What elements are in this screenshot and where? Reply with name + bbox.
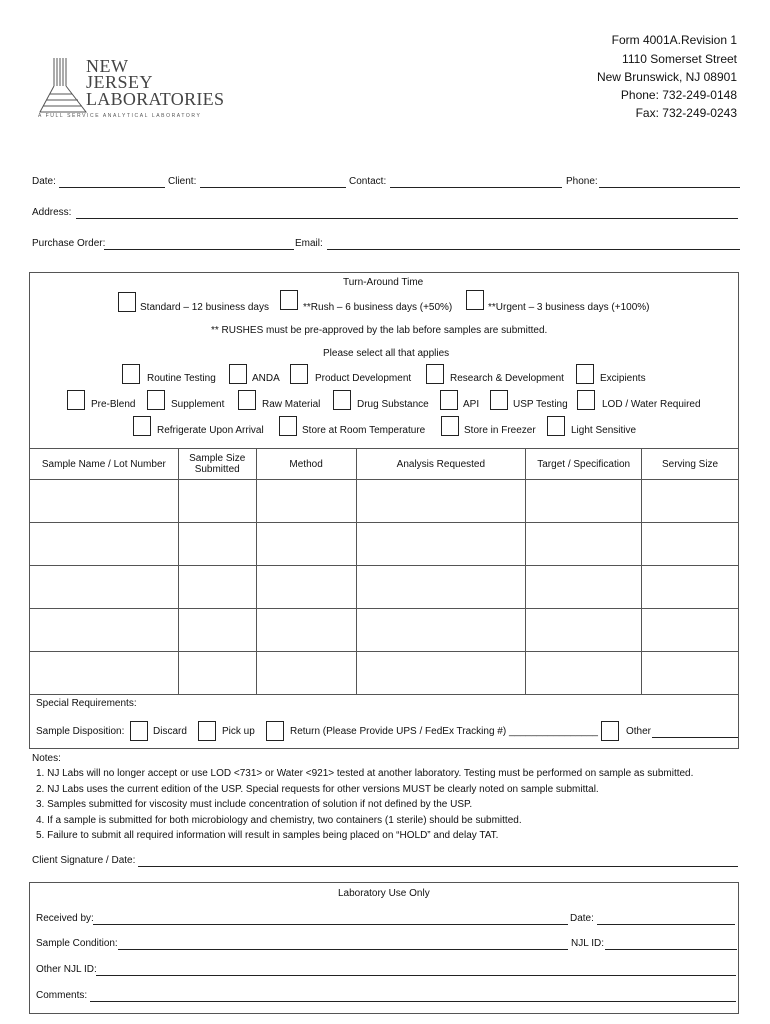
table-cell[interactable] — [356, 523, 526, 566]
urgent-checkbox[interactable] — [466, 290, 484, 310]
product-dev-checkbox[interactable] — [290, 364, 308, 384]
supplement-label: Supplement — [171, 399, 225, 410]
njl-id-label: NJL ID: — [571, 938, 604, 949]
note-1: 1. NJ Labs will no longer accept or use LOD <731> or Water <921> tested at another laboratory. Testing must be performed on sample as submitted. — [36, 768, 694, 779]
table-cell[interactable] — [642, 609, 739, 652]
signature-field[interactable] — [138, 866, 738, 867]
product-dev-label: Product Development — [315, 373, 412, 384]
po-field[interactable] — [104, 249, 294, 250]
discard-label: Discard — [153, 726, 187, 737]
other-njl-id-field[interactable] — [96, 975, 736, 976]
table-cell[interactable] — [642, 523, 739, 566]
light-sensitive-checkbox[interactable] — [547, 416, 565, 436]
table-row[interactable] — [30, 523, 739, 566]
lod-checkbox[interactable] — [577, 390, 595, 410]
address-field[interactable] — [76, 218, 738, 219]
col-sample-size-line2: Submitted — [194, 464, 240, 475]
date-received-field[interactable] — [597, 924, 735, 925]
freezer-checkbox[interactable] — [441, 416, 459, 436]
signature-label: Client Signature / Date: — [32, 855, 136, 866]
col-target: Target / Specification — [526, 449, 642, 480]
address-city: New Brunswick, NJ 08901 — [596, 70, 737, 84]
usp-checkbox[interactable] — [490, 390, 508, 410]
usp-label: USP Testing — [513, 399, 568, 410]
excipients-label: Excipients — [600, 373, 646, 384]
return-label: Return (Please Provide UPS / FedEx Tracking #) ________________ — [290, 726, 598, 737]
table-cell[interactable] — [30, 480, 179, 523]
address-street: 1110 Somerset Street — [622, 52, 737, 66]
table-cell[interactable] — [356, 480, 526, 523]
table-cell[interactable] — [642, 566, 739, 609]
sample-table — [29, 448, 739, 695]
drug-substance-checkbox[interactable] — [333, 390, 351, 410]
api-checkbox[interactable] — [440, 390, 458, 410]
lab-use-box — [29, 882, 739, 1014]
email-label: Email: — [295, 238, 323, 249]
table-cell[interactable] — [256, 480, 356, 523]
table-row[interactable] — [30, 566, 739, 609]
research-checkbox[interactable] — [426, 364, 444, 384]
note-2: 2. NJ Labs uses the current edition of the USP. Special requests for other versions MUST be clearly noted on sample submittal. — [36, 784, 599, 795]
table-row[interactable] — [30, 652, 739, 695]
njl-id-field[interactable] — [605, 949, 737, 950]
table-cell[interactable] — [30, 523, 179, 566]
company-logo — [38, 56, 225, 122]
col-serving: Serving Size — [642, 449, 739, 480]
client-label: Client: — [168, 176, 197, 187]
preblend-checkbox[interactable] — [67, 390, 85, 410]
table-cell[interactable] — [256, 523, 356, 566]
table-cell[interactable] — [526, 523, 642, 566]
raw-material-label: Raw Material — [262, 399, 321, 410]
table-cell[interactable] — [30, 566, 179, 609]
standard-label: Standard – 12 business days — [140, 302, 269, 313]
table-cell[interactable] — [178, 480, 256, 523]
comments-label: Comments: — [36, 990, 88, 1001]
pickup-checkbox[interactable] — [198, 721, 216, 741]
discard-checkbox[interactable] — [130, 721, 148, 741]
rush-note: ** RUSHES must be pre-approved by the lab before samples are submitted. — [211, 325, 548, 336]
return-checkbox[interactable] — [266, 721, 284, 741]
preblend-label: Pre-Blend — [91, 399, 136, 410]
phone-number: Phone: 732-249-0148 — [620, 88, 737, 102]
table-cell[interactable] — [256, 566, 356, 609]
date-field[interactable] — [59, 187, 165, 188]
table-row[interactable] — [30, 480, 739, 523]
table-cell[interactable] — [642, 652, 739, 695]
table-cell[interactable] — [256, 652, 356, 695]
routine-checkbox[interactable] — [122, 364, 140, 384]
logo-text-new: NEW — [86, 56, 129, 76]
anda-checkbox[interactable] — [229, 364, 247, 384]
light-sensitive-label: Light Sensitive — [571, 425, 637, 436]
anda-label: ANDA — [252, 373, 280, 384]
table-header-row — [30, 449, 739, 480]
table-cell[interactable] — [356, 566, 526, 609]
lod-label: LOD / Water Required — [602, 399, 701, 410]
table-cell[interactable] — [356, 609, 526, 652]
standard-checkbox[interactable] — [118, 292, 136, 312]
col-sample-size — [178, 449, 256, 480]
table-cell[interactable] — [526, 652, 642, 695]
table-cell[interactable] — [256, 609, 356, 652]
research-label: Research & Development — [450, 373, 564, 384]
other-checkbox[interactable] — [601, 721, 619, 741]
received-field[interactable] — [93, 924, 568, 925]
other-label: Other — [626, 726, 652, 737]
pickup-label: Pick up — [222, 726, 255, 737]
table-cell[interactable] — [356, 652, 526, 695]
table-cell[interactable] — [526, 566, 642, 609]
table-row[interactable] — [30, 609, 739, 652]
date-received-label: Date: — [570, 913, 594, 924]
refrigerate-label: Refrigerate Upon Arrival — [157, 425, 264, 436]
notes-title: Notes: — [32, 753, 61, 764]
refrigerate-checkbox[interactable] — [133, 416, 151, 436]
raw-material-checkbox[interactable] — [238, 390, 256, 410]
date-label: Date: — [32, 176, 56, 187]
rush-label: **Rush – 6 business days (+50%) — [303, 302, 453, 313]
note-4: 4. If a sample is submitted for both microbiology and chemistry, two containers (1 sterile) should be submitted. — [36, 815, 522, 826]
freezer-label: Store in Freezer — [464, 425, 536, 436]
table-cell[interactable] — [526, 480, 642, 523]
col-sample-name: Sample Name / Lot Number — [30, 449, 179, 480]
phone-field[interactable] — [599, 187, 740, 188]
col-sample-size-line1: Sample Size — [189, 453, 246, 464]
logo-flask-icon — [38, 56, 88, 114]
table-cell[interactable] — [526, 609, 642, 652]
logo-tagline: A FULL SERVICE ANALYTICAL LABORATORY — [38, 113, 202, 119]
condition-field[interactable] — [118, 949, 568, 950]
contact-label: Contact: — [349, 176, 387, 187]
table-cell[interactable] — [178, 566, 256, 609]
excipients-checkbox[interactable] — [576, 364, 594, 384]
note-5: 5. Failure to submit all required information will result in samples being placed on “HOLD” and delay TAT. — [36, 830, 499, 841]
table-cell[interactable] — [642, 480, 739, 523]
applies-title: Please select all that applies — [323, 348, 450, 359]
disposition-label: Sample Disposition: — [36, 726, 125, 737]
condition-label: Sample Condition: — [36, 938, 118, 949]
received-label: Received by: — [36, 913, 94, 924]
email-field[interactable] — [327, 249, 740, 250]
form-number: Form 4001A.Revision 1 — [611, 33, 737, 47]
rush-checkbox[interactable] — [280, 290, 298, 310]
logo-text-laboratories: LABORATORIES — [86, 89, 225, 109]
fax-number: Fax: 732-249-0243 — [635, 106, 737, 120]
table-cell[interactable] — [178, 652, 256, 695]
supplement-checkbox[interactable] — [147, 390, 165, 410]
note-3: 3. Samples submitted for viscosity must include concentration of solution if not defined by the USP. — [36, 799, 473, 810]
other-field[interactable] — [652, 737, 738, 738]
contact-field[interactable] — [390, 187, 562, 188]
turnaround-title: Turn-Around Time — [343, 277, 424, 288]
table-cell[interactable] — [30, 652, 179, 695]
address-label: Address: — [32, 207, 72, 218]
drug-substance-label: Drug Substance — [357, 399, 429, 410]
urgent-label: **Urgent – 3 business days (+100%) — [488, 302, 650, 313]
logo-text-jersey: JERSEY — [86, 72, 154, 92]
routine-label: Routine Testing — [147, 373, 216, 384]
special-requirements-label: Special Requirements: — [36, 698, 137, 709]
col-method: Method — [256, 449, 356, 480]
table-cell[interactable] — [178, 609, 256, 652]
table-cell[interactable] — [30, 609, 179, 652]
comments-field[interactable] — [90, 1001, 736, 1002]
other-njl-id-label: Other NJL ID: — [36, 964, 97, 975]
api-label: API — [463, 399, 480, 410]
po-label: Purchase Order: — [32, 238, 106, 249]
phone-label: Phone: — [566, 176, 598, 187]
room-temp-checkbox[interactable] — [279, 416, 297, 436]
lab-use-title: Laboratory Use Only — [338, 888, 430, 899]
table-cell[interactable] — [178, 523, 256, 566]
room-temp-label: Store at Room Temperature — [302, 425, 426, 436]
client-field[interactable] — [200, 187, 346, 188]
col-analysis: Analysis Requested — [356, 449, 526, 480]
